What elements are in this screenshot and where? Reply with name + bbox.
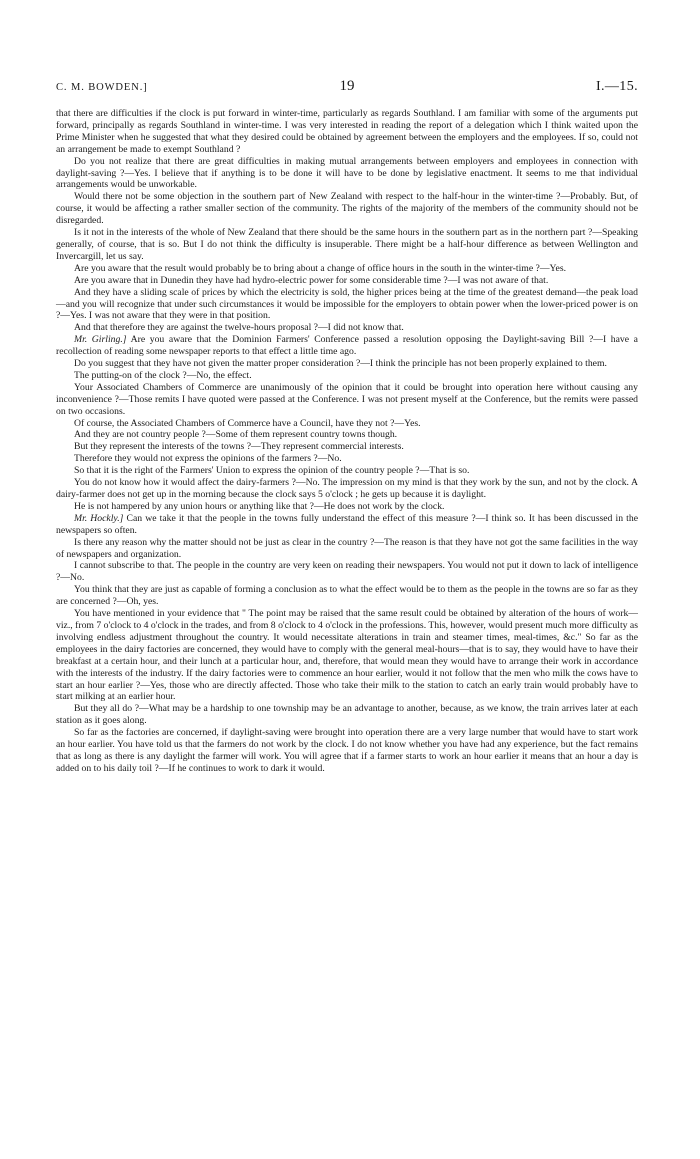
paragraph-text: Can we take it that the people in the towns fully understand the effect of this measure ?—I think so. It has been discussed in the newspapers so often. [56, 512, 638, 536]
paragraph-text: So that it is the right of the Farmers' Union to express the opinion of the country people ?—That is so. [74, 465, 470, 477]
paragraph-text: Of course, the Associated Chambers of Commerce have a Council, have they not ?—Yes. [74, 417, 421, 429]
paragraph-text: Is there any reason why the matter should not be just as clear in the country ?—The reason is that they have not got the same facilities in the way of newspapers and organization. [56, 536, 638, 560]
paragraph [56, 513, 638, 537]
paragraph-text: You have mentioned in your evidence that " The point may be raised that the same result could be obtained by alteration of the hours of work—viz., from 7 o'clock to 4 o'clock in the trades, and from 8 o'clock to 4 o'clock in the professions. This, however, would present much more difficulty as involving endless adjustment throughout the country. It would necessitate alterations in train and steamer times, meal-times, &c." So far as the employees in the dairy factories are concerned, they would have to comply with the general meal-hours—that is to say, they would have to have their breakfast at a certain hour, and their lunch at a particular hour, and, therefore, that would mean they would have to arrange their work in accordance with the interests of the industry. If the dairy factories were to commence an hour earlier, would it not follow that the men who milk the cows have to start an hour earlier ?—Yes, those who are directly affected. Those who take their milk to the station to catch an early train would probably have to start milking at an earlier hour. [56, 608, 638, 703]
paragraph [56, 418, 638, 430]
paragraph-text: You do not know how it would affect the dairy-farmers ?—No. The impression on my mind is that they work by the sun, and not by the clock. A dairy-farmer does not get up in the morning because the clock says 5 o'clock ; he gets up because it is daylight. [56, 477, 638, 500]
paragraph-text: But they represent the interests of the towns ?—They represent commercial interests. [74, 441, 404, 453]
paragraph [56, 441, 638, 453]
paragraph-text: Therefore they would not express the opinions of the farmers ?—No. [74, 453, 342, 465]
paragraph-text: He is not hampered by any union hours or anything like that ?—He does not work by the clock. [74, 500, 445, 512]
paragraph-text: And they have a sliding scale of prices by which the electricity is sold, the higher prices being at the time of the greatest demand—the peak load—and you will recognize that under such circumstances it would be impossible for the employers to obtain power when the lower-priced power is on ?—Yes. I was not aware that they were in that position. [56, 286, 638, 322]
evidence-text [56, 108, 638, 775]
paragraph-text: You think that they are just as capable of forming a conclusion as to what the effect would be to them as the people in the towns are so far as they are concerned ?—Oh, yes. [56, 584, 638, 608]
paragraph-text: Would there not be some objection in the southern part of New Zealand with respect to the half-hour in the winter-time ?—Probably. But, of course, it would be affecting a rather smaller section of the community. The rights of the majority of the members of the community should not be disregarded. [56, 191, 638, 227]
paragraph-text: that there are difficulties if the clock is put forward in winter-time, particularly as regards Southland. I am familiar with some of the arguments put forward, principally as regards Southland in winter-time. I was very interested in reading the report of a delegation which I think waited upon the Prime Minister when he suggested that what they desired could be obtained by agreement between the employers and the employees. If so, could not an arrangement be made to exempt Southland ? [56, 108, 638, 155]
paragraph-text: Is it not in the interests of the whole of New Zealand that there should be the same hours in the southern part as in the northern part ?—Speaking generally, of course, that is so. But I do not think the difficulty is insuperable. There might be a half-hour difference as between Wellington and Invercargill, let us say. [56, 227, 638, 262]
paragraph [56, 727, 638, 775]
paragraph-text: Are you aware that the result would probably be to bring about a change of office hours in the south in the winter-time ?—Yes. [74, 262, 567, 274]
paragraph-text: And they are not country people ?—Some of them represent country towns though. [74, 429, 398, 441]
speaker-label: Mr. Girling.] [74, 334, 127, 346]
paragraph [56, 608, 638, 703]
paragraph-text: Are you aware that the Dominion Farmers' Conference passed a resolution opposing the Daylight-saving Bill ?—I have a recollection of reading some newspaper reports to that effect a little time ago. [56, 334, 638, 358]
paragraph-text: I cannot subscribe to that. The people in the country are very keen on reading their newspapers. You would not put it down to lack of intelligence ?—No. [56, 560, 638, 584]
paragraph [56, 429, 638, 441]
paragraph [56, 453, 638, 465]
paragraph-text: Do you not realize that there are great difficulties in making mutual arrangements between employers and employees in connection with daylight-saving ?—Yes. I believe that if anything is to be done it will have to be done by legislative enactment. It seems to me that individual arrangements would be unworkable. [56, 155, 638, 191]
header-witness-name: C. M. BOWDEN.] [56, 82, 148, 93]
paragraph [56, 227, 638, 263]
speaker-label: Mr. Hockly.] [74, 512, 124, 524]
paragraph [56, 334, 638, 358]
document-reference: I.—15. [595, 79, 638, 94]
paragraph-text: The putting-on of the clock ?—No, the effect. [74, 369, 252, 381]
paragraph [56, 263, 638, 275]
paragraph-text: But they all do ?—What may be a hardship to one township may be an advantage to another, because, as we know, the train arrives later at each station as it goes along. [56, 703, 638, 727]
paragraph [56, 465, 638, 477]
paragraph [56, 501, 638, 513]
paragraph [56, 382, 638, 418]
paragraph [56, 358, 638, 370]
paragraph-text: Do you suggest that they have not given the matter proper consideration ?—I think the principle has not been properly explained to them. [74, 358, 607, 370]
paragraph-text: So far as the factories are concerned, if daylight-saving were brought into operation there are a very large number that would have to start work an hour earlier. You have told us that the farmers do not work by the clock. I do not know whether you have had any experience, but the fact remains that as long as there is any daylight the farmer will work. You will agree that if a farmer starts to work an hour earlier it means that an hour a day is added on to his daily toil ?—If he continues to work to dark it would. [56, 727, 638, 774]
page-header [56, 78, 638, 98]
paragraph [56, 537, 638, 561]
paragraph [56, 322, 638, 334]
paragraph-text: Are you aware that in Dunedin they have had hydro-electric power for some considerable time ?—I was not aware of that. [74, 274, 549, 286]
page-number: 19 [339, 78, 355, 94]
paragraph [56, 108, 638, 156]
paragraph [56, 370, 638, 382]
paragraph [56, 477, 638, 501]
paragraph [56, 287, 638, 323]
paragraph [56, 703, 638, 727]
paragraph-text: Your Associated Chambers of Commerce are unanimously of the opinion that it could be brought into operation here without causing any inconvenience ?—Those remits I have quoted were passed at the Conference. I was not present myself at the Conference, but the remits were passed on two occasions. [56, 381, 638, 417]
paragraph [56, 275, 638, 287]
paragraph-text: And that therefore they are against the twelve-hours proposal ?—I did not know that. [74, 322, 404, 334]
paragraph [56, 156, 638, 192]
paragraph [56, 560, 638, 584]
paragraph [56, 584, 638, 608]
paragraph [56, 191, 638, 227]
